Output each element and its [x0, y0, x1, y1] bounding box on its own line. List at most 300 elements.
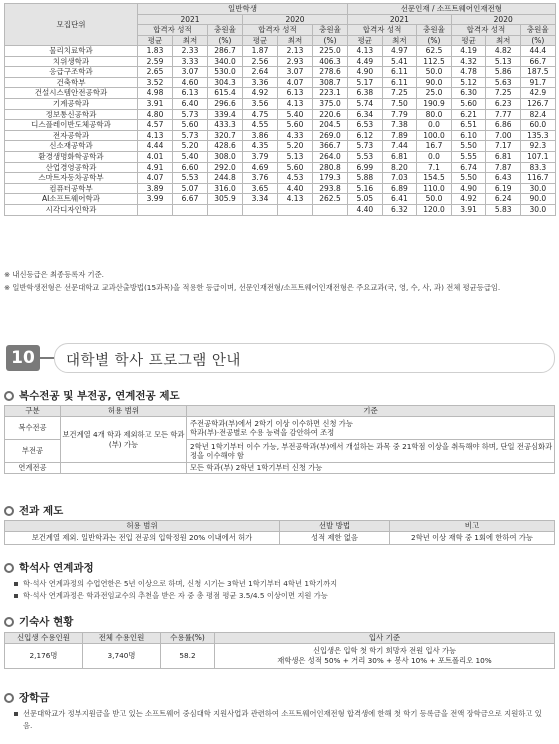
general-header: 일반학생: [138, 4, 348, 15]
score-cell: 4.13: [138, 130, 173, 141]
score-cell: 4.13: [278, 194, 313, 205]
score-cell: 292.0: [208, 162, 243, 173]
min-header: 최저: [173, 35, 208, 46]
dept-name-cell: 기계공학과: [5, 98, 138, 109]
dept-header: 모집단위: [5, 4, 138, 46]
dept-name-cell: 시각디자인학과: [5, 204, 138, 215]
score-cell: 25.0: [417, 88, 452, 99]
avg-header: 평균: [243, 35, 278, 46]
year-header: 2021: [138, 14, 243, 25]
score-cell: 433.3: [208, 120, 243, 131]
score-cell: 340.0: [208, 56, 243, 67]
score-cell: 5.13: [486, 56, 521, 67]
score-cell: 7.38: [382, 120, 417, 131]
score-cell: 3.99: [138, 194, 173, 205]
score-cell: 3.86: [243, 130, 278, 141]
score-cell: 4.13: [278, 98, 313, 109]
table-row: [5, 183, 556, 194]
bullet-ring-icon: [4, 563, 14, 573]
table-row: [5, 109, 556, 120]
pct-header: (%): [417, 35, 452, 46]
pass-grade-header: 합격자 성적: [243, 25, 313, 36]
freshman-capacity: 2,176명: [5, 644, 83, 669]
score-cell: 4.60: [173, 77, 208, 88]
score-cell: 5.17: [348, 77, 383, 88]
score-cell: 3.79: [243, 151, 278, 162]
score-cell: 6.30: [451, 88, 486, 99]
score-cell: 6.32: [382, 204, 417, 215]
score-cell: 305.9: [208, 194, 243, 205]
score-cell: 2.33: [173, 46, 208, 57]
score-cell: 4.40: [278, 183, 313, 194]
score-cell: 3.65: [243, 183, 278, 194]
score-cell: 7.25: [486, 88, 521, 99]
score-cell: 62.5: [417, 46, 452, 57]
score-cell: 5.63: [486, 77, 521, 88]
score-cell: 80.0: [417, 109, 452, 120]
score-cell: 179.3: [313, 173, 348, 184]
ratio-header: 충원율: [313, 25, 348, 36]
score-cell: 5.73: [173, 130, 208, 141]
score-cell: 5.73: [348, 141, 383, 152]
dept-name-cell: 환경생명화학공학과: [5, 151, 138, 162]
score-cell: 30.0: [520, 183, 555, 194]
list-item-text: 학·석사 연계과정은 학과전임교수의 추천을 받은 자 중 총 평점 평균 3.5/4.5 이상이면 지원 가능: [23, 591, 328, 600]
section-number: 10: [6, 345, 40, 371]
scholarship-heading: [4, 690, 49, 705]
score-cell: 5.40: [173, 151, 208, 162]
col-header: 비고: [390, 521, 555, 532]
score-cell: 135.3: [520, 130, 555, 141]
dept-name-cell: 건설시스템안전공학과: [5, 88, 138, 99]
score-cell: 6.74: [451, 162, 486, 173]
section-connector: [40, 357, 54, 359]
score-cell: 3.34: [243, 194, 278, 205]
score-cell: 5.07: [173, 183, 208, 194]
score-cell: 0.0: [417, 120, 452, 131]
score-cell: 50.0: [417, 194, 452, 205]
score-cell: 5.83: [486, 204, 521, 215]
score-cell: 264.0: [313, 151, 348, 162]
score-cell: 6.81: [382, 151, 417, 162]
table-row: [5, 120, 556, 131]
year-header: 2020: [451, 14, 555, 25]
table-row: [5, 77, 556, 88]
score-cell: 6.34: [348, 109, 383, 120]
score-cell: 4.75: [243, 109, 278, 120]
score-cell: 225.0: [313, 46, 348, 57]
score-cell: 4.49: [348, 56, 383, 67]
col-header: 입사 기준: [215, 633, 555, 644]
score-cell: 3.07: [278, 67, 313, 78]
pass-grade-header: 합격자 성적: [451, 25, 520, 36]
col-header: 허용 범위: [5, 521, 280, 532]
bullet-ring-icon: [4, 617, 14, 627]
min-header: 최저: [382, 35, 417, 46]
score-cell: 126.7: [520, 98, 555, 109]
score-cell: 244.8: [208, 173, 243, 184]
score-cell: 6.24: [486, 194, 521, 205]
score-cell: 5.12: [451, 77, 486, 88]
score-cell: 66.7: [520, 56, 555, 67]
score-cell: 2.56: [243, 56, 278, 67]
score-cell: 4.90: [451, 183, 486, 194]
note-text: ※ 일반학생전형은 선문대학교 교과산출방법(15과목)을 적용한 등급이며, 선문인재전형/소프트웨어인재전형은 주요교과(국, 영, 수, 사, 과) 전체 평균등급임.: [4, 283, 501, 292]
score-cell: 308.0: [208, 151, 243, 162]
score-cell: 304.3: [208, 77, 243, 88]
col-header: 기준: [187, 406, 555, 417]
section-title: 대학별 학사 프로그램 안내: [66, 353, 241, 369]
table-row: [5, 46, 556, 57]
dept-name-cell: 정보통신공학과: [5, 109, 138, 120]
score-cell: 82.4: [520, 109, 555, 120]
year-header: 2021: [348, 14, 452, 25]
score-cell: 3.56: [243, 98, 278, 109]
score-cell: 7.1: [417, 162, 452, 173]
score-cell: 4.13: [348, 46, 383, 57]
score-cell: 90.0: [520, 194, 555, 205]
score-cell: 6.11: [382, 77, 417, 88]
score-cell: 4.92: [243, 88, 278, 99]
list-item: [14, 578, 549, 590]
score-cell: 5.60: [278, 162, 313, 173]
score-cell: 223.1: [313, 88, 348, 99]
score-cell: 6.89: [382, 183, 417, 194]
score-cell: 5.88: [348, 173, 383, 184]
score-cell: 2.65: [138, 67, 173, 78]
scope-cell: [61, 463, 187, 474]
min-header: 최저: [278, 35, 313, 46]
score-cell: 2.13: [278, 46, 313, 57]
dept-name-cell: 스마트자동차공학부: [5, 173, 138, 184]
table-row: [5, 88, 556, 99]
score-cell: 4.55: [243, 120, 278, 131]
double-major-table: [4, 405, 555, 474]
score-cell: 296.6: [208, 98, 243, 109]
dorm-heading: [4, 614, 73, 629]
pct-header: (%): [520, 35, 555, 46]
score-cell: 4.80: [138, 109, 173, 120]
min-header: 최저: [486, 35, 521, 46]
score-cell: 4.40: [348, 204, 383, 215]
score-cell: 6.60: [173, 162, 208, 173]
capacity-rate: 58.2: [161, 644, 215, 669]
score-cell: 7.25: [382, 88, 417, 99]
score-cell: 5.60: [451, 98, 486, 109]
table-row: [5, 162, 556, 173]
score-cell: 4.69: [243, 162, 278, 173]
score-cell: 6.67: [173, 194, 208, 205]
score-cell: 8.20: [382, 162, 417, 173]
type-cell: 복수전공: [5, 417, 61, 440]
score-cell: 30.0: [520, 204, 555, 215]
score-cell: 7.77: [486, 109, 521, 120]
score-cell: 7.89: [382, 130, 417, 141]
score-cell: 1.87: [243, 46, 278, 57]
col-header: 신입생 수용인원: [5, 633, 83, 644]
sw-header: 선문인재 / 소프트웨어인재전형: [348, 4, 556, 15]
score-cell: 112.5: [417, 56, 452, 67]
score-cell: 2.59: [138, 56, 173, 67]
score-cell: 120.0: [417, 204, 452, 215]
ratio-header: 충원율: [417, 25, 452, 36]
score-cell: 6.13: [278, 88, 313, 99]
score-cell: 7.79: [382, 109, 417, 120]
score-cell: 316.0: [208, 183, 243, 194]
score-cell: 2.93: [278, 56, 313, 67]
score-cell: 286.7: [208, 46, 243, 57]
score-cell: 5.20: [278, 141, 313, 152]
dorm-table: [4, 632, 555, 669]
score-cell: 16.7: [417, 141, 452, 152]
col-header: 허용 범위: [61, 406, 187, 417]
type-cell: 부전공: [5, 440, 61, 463]
score-cell: 107.1: [520, 151, 555, 162]
criteria-cell: 주전공학과(부)에서 2학기 이상 이수하면 신청 가능 학과(부)·전공별로 수용 능력을 감안하여 조정: [187, 417, 555, 440]
score-cell: 5.86: [486, 67, 521, 78]
score-cell: 0.0: [417, 151, 452, 162]
transfer-table: [4, 520, 555, 545]
score-cell: 60.0: [520, 120, 555, 131]
square-bullet-icon: [14, 712, 18, 716]
score-cell: 6.81: [486, 151, 521, 162]
dept-name-cell: 건축학부: [5, 77, 138, 88]
table-row: [5, 67, 556, 78]
score-cell: 293.8: [313, 183, 348, 194]
square-bullet-icon: [14, 582, 18, 586]
score-cell: 278.6: [313, 67, 348, 78]
score-cell: 4.57: [138, 120, 173, 131]
score-cell: 5.74: [348, 98, 383, 109]
score-cell: 90.0: [417, 77, 452, 88]
score-cell: 4.35: [243, 141, 278, 152]
transfer-scope: 보건계열 제외. 일반학과는 전입 전공의 입학정원 20% 이내에서 허가: [5, 532, 280, 545]
score-cell: 4.01: [138, 151, 173, 162]
score-cell: 6.41: [382, 194, 417, 205]
criteria-line: 신입생은 입학 첫 학기 희망자 전원 입사 가능: [312, 646, 457, 656]
dept-name-cell: 신소재공학과: [5, 141, 138, 152]
scholarship-list: [14, 708, 549, 732]
table-row: [5, 173, 556, 184]
table-row: [5, 194, 556, 205]
score-cell: [278, 204, 313, 215]
admission-score-table-wrap: [4, 3, 555, 216]
table-row: [5, 141, 556, 152]
dept-name-cell: 물리치료학과: [5, 46, 138, 57]
type-cell: 연계전공: [5, 463, 61, 474]
score-cell: 4.97: [382, 46, 417, 57]
score-cell: 4.90: [348, 67, 383, 78]
avg-header: 평균: [451, 35, 486, 46]
subheading-text: 전과 제도: [19, 505, 64, 517]
col-header: 선발 방법: [280, 521, 390, 532]
score-cell: 6.13: [173, 88, 208, 99]
score-cell: 308.7: [313, 77, 348, 88]
dept-name-cell: 응급구조학과: [5, 67, 138, 78]
bs-ms-list: [14, 578, 549, 602]
col-header: 구분: [5, 406, 61, 417]
ratio-header: 충원율: [208, 25, 243, 36]
bullet-ring-icon: [4, 506, 14, 516]
score-cell: 3.76: [243, 173, 278, 184]
pass-grade-header: 합격자 성적: [348, 25, 417, 36]
score-cell: 5.50: [451, 141, 486, 152]
score-cell: 5.55: [451, 151, 486, 162]
score-cell: [173, 204, 208, 215]
score-cell: 6.19: [486, 183, 521, 194]
score-cell: 5.16: [348, 183, 383, 194]
score-cell: 4.33: [278, 130, 313, 141]
score-cell: 3.52: [138, 77, 173, 88]
transfer-method: 성적 제한 없음: [280, 532, 390, 545]
pass-grade-header: 합격자 성적: [138, 25, 208, 36]
score-cell: 530.0: [208, 67, 243, 78]
score-cell: 375.0: [313, 98, 348, 109]
scope-cell: 보건계열 4개 학과 제외하고 모든 학과(부) 가능: [61, 417, 187, 463]
criteria-line: 재학생은 성적 50% + 거리 30% + 봉사 10% + 포트폴리오 10%: [277, 656, 492, 665]
score-cell: 6.86: [486, 120, 521, 131]
score-cell: 187.5: [520, 67, 555, 78]
score-cell: 3.33: [173, 56, 208, 67]
score-table-body: [5, 46, 556, 216]
score-cell: 5.13: [278, 151, 313, 162]
score-cell: 6.21: [451, 109, 486, 120]
score-cell: 6.40: [173, 98, 208, 109]
score-cell: 2.64: [243, 67, 278, 78]
score-cell: 6.12: [348, 130, 383, 141]
note-text: ※ 내신등급은 최종등록자 기준.: [4, 270, 104, 279]
score-cell: 3.89: [138, 183, 173, 194]
subheading-text: 기숙사 현황: [19, 616, 74, 628]
score-cell: 4.07: [138, 173, 173, 184]
score-cell: 269.0: [313, 130, 348, 141]
year-header: 2020: [243, 14, 348, 25]
score-cell: 110.0: [417, 183, 452, 194]
score-cell: 44.4: [520, 46, 555, 57]
score-cell: 116.7: [520, 173, 555, 184]
score-cell: 5.73: [173, 109, 208, 120]
score-cell: 6.38: [348, 88, 383, 99]
dept-name-cell: 전자공학과: [5, 130, 138, 141]
subheading-text: 복수전공 및 부전공, 연계전공 제도: [19, 390, 180, 402]
score-cell: 320.7: [208, 130, 243, 141]
score-cell: [138, 204, 173, 215]
score-cell: 5.41: [382, 56, 417, 67]
score-cell: 5.60: [173, 120, 208, 131]
score-cell: 6.43: [486, 173, 521, 184]
score-cell: 5.60: [278, 120, 313, 131]
table-row: [5, 130, 556, 141]
dept-name-cell: 산업경영공학과: [5, 162, 138, 173]
table-row: [5, 204, 556, 215]
score-cell: 4.07: [278, 77, 313, 88]
dept-name-cell: 치위생학과: [5, 56, 138, 67]
list-item-text: 선문대학교가 정부지원금을 받고 있는 소프트웨어 중심대학 지원사업과 관련하여 소프트웨어인재전형 합격생에 한해 첫 학기 등록금을 전액 장학금으로 지원하고 있음.: [23, 709, 542, 730]
score-cell: 4.78: [451, 67, 486, 78]
score-cell: 220.6: [313, 109, 348, 120]
dept-name-cell: AI소프트웨어학과: [5, 194, 138, 205]
list-item-text: 학·석사 연계과정의 수업연한은 5년 이상으로 하며, 신청 시기는 3학년 1학기부터 4학년 1학기까지: [23, 579, 338, 588]
subheading-text: 장학금: [19, 692, 50, 704]
score-cell: 6.11: [382, 67, 417, 78]
score-cell: 406.3: [313, 56, 348, 67]
criteria-cell: 2학년 1학기부터 이수 가능, 부전공학과(부)에서 개설하는 과목 중 21학점 이상을 취득해야 하며, 단일 전공심화과정을 이수해야 함: [187, 440, 555, 463]
score-cell: [313, 204, 348, 215]
score-cell: 4.44: [138, 141, 173, 152]
score-cell: 3.07: [173, 67, 208, 78]
criteria-cell: 모든 학과(부) 2학년 1학기부터 신청 가능: [187, 463, 555, 474]
score-cell: 6.51: [451, 120, 486, 131]
score-cell: 615.4: [208, 88, 243, 99]
score-cell: 92.3: [520, 141, 555, 152]
admission-criteria: [215, 644, 555, 669]
score-cell: 4.98: [138, 88, 173, 99]
score-cell: 7.00: [486, 130, 521, 141]
score-cell: 7.03: [382, 173, 417, 184]
pct-header: (%): [313, 35, 348, 46]
dept-name-cell: 컴퓨터공학부: [5, 183, 138, 194]
score-cell: 7.44: [382, 141, 417, 152]
score-cell: 42.9: [520, 88, 555, 99]
score-cell: 3.91: [138, 98, 173, 109]
score-cell: 4.91: [138, 162, 173, 173]
square-bullet-icon: [14, 594, 18, 598]
avg-header: 평균: [348, 35, 383, 46]
score-cell: 3.91: [451, 204, 486, 215]
score-cell: 204.5: [313, 120, 348, 131]
double-major-heading: [4, 388, 180, 403]
score-cell: 428.6: [208, 141, 243, 152]
score-cell: 7.17: [486, 141, 521, 152]
score-cell: 6.10: [451, 130, 486, 141]
bullet-ring-icon: [4, 693, 14, 703]
bullet-ring-icon: [4, 391, 14, 401]
score-cell: 91.7: [520, 77, 555, 88]
score-cell: 4.53: [278, 173, 313, 184]
score-cell: 83.3: [520, 162, 555, 173]
section-header: [4, 343, 555, 373]
transfer-heading: [4, 503, 63, 518]
score-cell: [243, 204, 278, 215]
total-capacity: 3,740명: [83, 644, 161, 669]
score-cell: 154.5: [417, 173, 452, 184]
score-cell: 366.7: [313, 141, 348, 152]
score-notes: [4, 268, 555, 294]
admission-score-table: [4, 3, 556, 216]
score-cell: 7.50: [382, 98, 417, 109]
subheading-text: 학석사 연계과정: [19, 562, 94, 574]
score-cell: 4.82: [486, 46, 521, 57]
score-cell: 262.5: [313, 194, 348, 205]
score-cell: 6.23: [486, 98, 521, 109]
score-cell: 5.05: [348, 194, 383, 205]
score-cell: 100.0: [417, 130, 452, 141]
score-cell: 339.4: [208, 109, 243, 120]
score-cell: 5.20: [173, 141, 208, 152]
score-cell: 4.92: [451, 194, 486, 205]
score-cell: 1.83: [138, 46, 173, 57]
score-cell: 5.40: [278, 109, 313, 120]
score-cell: 6.53: [348, 120, 383, 131]
score-cell: 50.0: [417, 67, 452, 78]
list-item: [14, 590, 549, 602]
score-cell: 4.19: [451, 46, 486, 57]
score-cell: 7.87: [486, 162, 521, 173]
table-row: [5, 98, 556, 109]
score-cell: 3.36: [243, 77, 278, 88]
col-header: 전체 수용인원: [83, 633, 161, 644]
score-cell: 5.53: [173, 173, 208, 184]
